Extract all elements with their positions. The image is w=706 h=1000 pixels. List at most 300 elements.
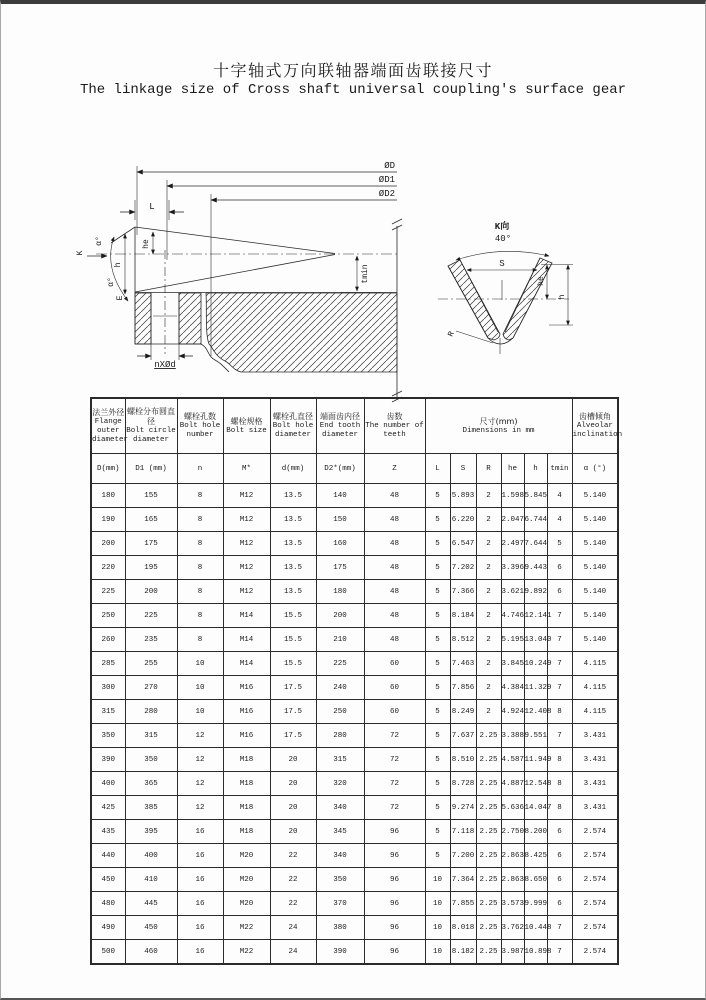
table-cell: 10	[177, 652, 223, 676]
table-cell: 2.863	[501, 868, 524, 892]
table-cell: M20	[223, 892, 270, 916]
table-cell: 6.744	[524, 508, 547, 532]
dim-label-e: E	[116, 295, 125, 301]
flange-section-drawing	[87, 166, 402, 402]
table-cell: 300	[91, 676, 125, 700]
table-cell: 7.463	[450, 652, 476, 676]
table-cell: 225	[316, 652, 364, 676]
table-cell: 10	[425, 892, 450, 916]
table-cell: 5	[425, 676, 450, 700]
table-cell: M14	[223, 604, 270, 628]
table-cell: 7	[547, 724, 572, 748]
table-cell: 2.25	[476, 940, 501, 965]
table-cell: 6	[547, 868, 572, 892]
table-cell: 385	[125, 796, 177, 820]
table-cell: 200	[125, 580, 177, 604]
sym-tmin: tmin	[547, 454, 572, 484]
table-cell: 13.5	[270, 556, 316, 580]
table-cell: 3.431	[572, 772, 618, 796]
table-cell: 195	[125, 556, 177, 580]
table-cell: 8.512	[450, 628, 476, 652]
table-cell: 20	[270, 772, 316, 796]
table-cell: 2.25	[476, 748, 501, 772]
table-cell: 350	[316, 868, 364, 892]
table-cell: M12	[223, 532, 270, 556]
table-cell: 6.220	[450, 508, 476, 532]
table-cell: 2.25	[476, 724, 501, 748]
table-cell: 160	[316, 532, 364, 556]
table-cell: 180	[316, 580, 364, 604]
table-cell: 72	[364, 724, 425, 748]
view-k-direction-label: K向	[494, 222, 510, 232]
table-cell: 255	[125, 652, 177, 676]
table-cell: 445	[125, 892, 177, 916]
spec-table-wrapper	[90, 397, 623, 965]
table-cell: 3.621	[501, 580, 524, 604]
table-cell: 5.140	[572, 580, 618, 604]
table-cell: 2	[476, 700, 501, 724]
table-cell: 1.598	[501, 484, 524, 508]
table-cell: 96	[364, 868, 425, 892]
table-cell: 260	[91, 628, 125, 652]
table-row	[91, 892, 618, 916]
table-cell: 5	[425, 724, 450, 748]
table-cell: 380	[316, 916, 364, 940]
table-cell: 8	[177, 628, 223, 652]
table-cell: 22	[270, 844, 316, 868]
table-row	[91, 484, 618, 508]
table-cell: 2.574	[572, 820, 618, 844]
table-cell: 13.5	[270, 532, 316, 556]
table-cell: 16	[177, 820, 223, 844]
table-cell: 2.750	[501, 820, 524, 844]
table-cell: 2.497	[501, 532, 524, 556]
table-cell: 12.548	[524, 772, 547, 796]
table-cell: M20	[223, 868, 270, 892]
table-cell: 395	[125, 820, 177, 844]
table-cell: 2	[476, 628, 501, 652]
sym-he: he	[501, 454, 524, 484]
table-cell: 285	[91, 652, 125, 676]
dim-label-he: he	[142, 239, 151, 249]
page-title-english: The linkage size of Cross shaft universal coupling's surface gear	[79, 82, 627, 98]
table-cell: 12.141	[524, 604, 547, 628]
col-header-alveolar-inclination: 齿槽倾角 Alveolar inclination	[572, 398, 618, 454]
table-cell: 4.115	[572, 700, 618, 724]
table-cell: 13.040	[524, 628, 547, 652]
table-row	[91, 820, 618, 844]
table-cell: 5.140	[572, 532, 618, 556]
table-cell: 2	[476, 580, 501, 604]
dim-label-s: S	[499, 259, 505, 269]
table-cell: 7.202	[450, 556, 476, 580]
table-cell: 9.892	[524, 580, 547, 604]
table-cell: 8.200	[524, 820, 547, 844]
table-cell: 220	[91, 556, 125, 580]
table-row	[91, 508, 618, 532]
table-cell: 225	[125, 604, 177, 628]
table-cell: 12	[177, 772, 223, 796]
tooth-profile-drawing	[438, 251, 573, 354]
table-cell: 400	[125, 844, 177, 868]
table-cell: 7	[547, 916, 572, 940]
col-header-bolt-hole-number: 螺栓孔数 Bolt hole number	[177, 398, 223, 454]
table-cell: 8	[177, 532, 223, 556]
table-cell: 2.574	[572, 892, 618, 916]
table-cell: 460	[125, 940, 177, 965]
table-cell: 2.574	[572, 844, 618, 868]
table-cell: 7.364	[450, 868, 476, 892]
table-cell: 2.25	[476, 868, 501, 892]
table-row	[91, 868, 618, 892]
dim-label-bolt-holes: nXØd	[154, 360, 176, 370]
table-cell: 6.547	[450, 532, 476, 556]
table-cell: 6	[547, 580, 572, 604]
col-header-bolt-circle: 螺栓分布圆直径 Bolt circle diameter	[125, 398, 177, 454]
table-row	[91, 556, 618, 580]
table-cell: 14.047	[524, 796, 547, 820]
table-cell: 7.856	[450, 676, 476, 700]
col-header-dimensions: 尺寸(mm) Dimensions in mm	[425, 398, 572, 454]
sym-d: D(mm)	[91, 454, 125, 484]
table-cell: 2.574	[572, 868, 618, 892]
table-cell: 5.140	[572, 508, 618, 532]
table-cell: 16	[177, 940, 223, 965]
sym-h: h	[524, 454, 547, 484]
table-cell: M22	[223, 940, 270, 965]
table-cell: 11.329	[524, 676, 547, 700]
table-cell: 8.184	[450, 604, 476, 628]
dim-label-h2: h	[558, 294, 567, 300]
table-cell: 7.637	[450, 724, 476, 748]
table-cell: 435	[91, 820, 125, 844]
dim-label-od1: ØD1	[378, 175, 395, 185]
table-cell: 15.5	[270, 652, 316, 676]
table-cell: 9.999	[524, 892, 547, 916]
table-cell: 2	[476, 484, 501, 508]
table-cell: 6	[547, 820, 572, 844]
table-cell: 12	[177, 796, 223, 820]
table-cell: 7	[547, 652, 572, 676]
table-cell: 5.140	[572, 628, 618, 652]
table-cell: 16	[177, 868, 223, 892]
table-cell: 4.587	[501, 748, 524, 772]
table-cell: 7	[547, 940, 572, 965]
table-cell: 8	[177, 484, 223, 508]
table-cell: 5	[425, 700, 450, 724]
table-cell: 2.25	[476, 820, 501, 844]
table-row	[91, 652, 618, 676]
table-cell: 8	[547, 772, 572, 796]
table-cell: 5.140	[572, 604, 618, 628]
page-title-chinese: 十字轴式万向联轴器端面齿联接尺寸	[212, 61, 493, 80]
table-cell: 10.898	[524, 940, 547, 965]
table-cell: 96	[364, 940, 425, 965]
table-cell: 6	[547, 844, 572, 868]
table-cell: 370	[316, 892, 364, 916]
table-cell: 15.5	[270, 628, 316, 652]
spec-table-body	[91, 484, 618, 965]
table-row	[91, 916, 618, 940]
table-cell: M12	[223, 508, 270, 532]
table-cell: 8	[177, 556, 223, 580]
table-cell: 20	[270, 796, 316, 820]
table-cell: M18	[223, 796, 270, 820]
table-cell: 340	[316, 844, 364, 868]
table-cell: 5.893	[450, 484, 476, 508]
table-cell: 8	[547, 796, 572, 820]
table-cell: 340	[316, 796, 364, 820]
table-cell: 10	[425, 868, 450, 892]
table-row	[91, 676, 618, 700]
table-cell: 96	[364, 844, 425, 868]
table-cell: 5.636	[501, 796, 524, 820]
table-cell: 8	[547, 700, 572, 724]
table-row	[91, 700, 618, 724]
table-cell: 6	[547, 556, 572, 580]
table-cell: 2.25	[476, 892, 501, 916]
table-cell: 13.5	[270, 484, 316, 508]
table-cell: 48	[364, 580, 425, 604]
table-cell: 4.115	[572, 676, 618, 700]
table-cell: 3.431	[572, 724, 618, 748]
table-cell: 7.118	[450, 820, 476, 844]
table-cell: 180	[91, 484, 125, 508]
table-cell: 320	[316, 772, 364, 796]
table-cell: 250	[316, 700, 364, 724]
sym-d1: D1 (mm)	[125, 454, 177, 484]
table-cell: 175	[316, 556, 364, 580]
table-cell: 150	[316, 508, 364, 532]
table-cell: 9.443	[524, 556, 547, 580]
table-cell: 8	[177, 580, 223, 604]
table-cell: 5.140	[572, 484, 618, 508]
table-cell: 190	[91, 508, 125, 532]
symbol-header-row	[91, 454, 618, 484]
table-cell: 3.396	[501, 556, 524, 580]
table-cell: M16	[223, 724, 270, 748]
table-cell: 2.047	[501, 508, 524, 532]
table-cell: 2	[476, 508, 501, 532]
table-cell: M20	[223, 844, 270, 868]
table-cell: 5	[425, 652, 450, 676]
table-cell: 72	[364, 748, 425, 772]
table-cell: 8.249	[450, 700, 476, 724]
table-cell: 5	[425, 580, 450, 604]
table-cell: M18	[223, 772, 270, 796]
sym-s: S	[450, 454, 476, 484]
table-cell: 390	[316, 940, 364, 965]
table-cell: 16	[177, 916, 223, 940]
table-cell: 2	[476, 556, 501, 580]
table-cell: 200	[316, 604, 364, 628]
table-cell: 5	[425, 628, 450, 652]
table-cell: 240	[316, 676, 364, 700]
table-cell: 345	[316, 820, 364, 844]
table-cell: M18	[223, 748, 270, 772]
table-cell: 9.274	[450, 796, 476, 820]
table-row	[91, 604, 618, 628]
radius-r-label: R	[446, 330, 457, 339]
table-cell: 5.195	[501, 628, 524, 652]
table-cell: 17.5	[270, 700, 316, 724]
table-cell: 5	[547, 532, 572, 556]
sym-alpha: α (°)	[572, 454, 618, 484]
table-cell: 2	[476, 652, 501, 676]
table-cell: 10	[177, 676, 223, 700]
table-cell: 5	[425, 844, 450, 868]
table-cell: 96	[364, 916, 425, 940]
table-cell: 3.573	[501, 892, 524, 916]
table-cell: 5	[425, 820, 450, 844]
table-cell: 280	[125, 700, 177, 724]
table-cell: 48	[364, 532, 425, 556]
table-cell: 48	[364, 556, 425, 580]
table-cell: 10	[177, 700, 223, 724]
spec-table	[90, 397, 623, 965]
table-cell: 2.25	[476, 916, 501, 940]
table-cell: 410	[125, 868, 177, 892]
table-row	[91, 724, 618, 748]
table-cell: 7	[547, 628, 572, 652]
table-cell: 3.987	[501, 940, 524, 965]
table-cell: 2.25	[476, 796, 501, 820]
table-cell: 2.25	[476, 844, 501, 868]
table-cell: 7.366	[450, 580, 476, 604]
table-cell: 5	[425, 772, 450, 796]
table-cell: 3.431	[572, 796, 618, 820]
table-cell: 140	[316, 484, 364, 508]
table-cell: 4.115	[572, 652, 618, 676]
table-cell: 200	[91, 532, 125, 556]
sym-z: Z	[364, 454, 425, 484]
table-cell: 2.574	[572, 916, 618, 940]
table-cell: 2.25	[476, 772, 501, 796]
table-cell: 60	[364, 676, 425, 700]
table-cell: 315	[316, 748, 364, 772]
table-cell: 60	[364, 700, 425, 724]
table-cell: 4.746	[501, 604, 524, 628]
col-header-bolt-size: 螺栓规格 Bolt size	[223, 398, 270, 454]
table-cell: 8.510	[450, 748, 476, 772]
table-cell: 3.388	[501, 724, 524, 748]
table-row	[91, 844, 618, 868]
table-cell: 490	[91, 916, 125, 940]
table-cell: 10.249	[524, 652, 547, 676]
table-cell: 315	[125, 724, 177, 748]
table-cell: 210	[316, 628, 364, 652]
table-cell: 4.887	[501, 772, 524, 796]
table-cell: 5	[425, 796, 450, 820]
table-cell: 8	[547, 748, 572, 772]
table-cell: 48	[364, 484, 425, 508]
table-cell: 72	[364, 796, 425, 820]
table-cell: 450	[125, 916, 177, 940]
table-cell: M12	[223, 580, 270, 604]
table-cell: 155	[125, 484, 177, 508]
table-cell: 7.855	[450, 892, 476, 916]
table-cell: 20	[270, 748, 316, 772]
table-cell: 365	[125, 772, 177, 796]
table-cell: 5.140	[572, 556, 618, 580]
table-cell: 5	[425, 508, 450, 532]
table-cell: 20	[270, 820, 316, 844]
table-cell: 13.5	[270, 508, 316, 532]
table-cell: 8.425	[524, 844, 547, 868]
table-cell: 5	[425, 532, 450, 556]
dim-label-l: L	[149, 202, 155, 212]
table-cell: 7.644	[524, 532, 547, 556]
table-cell: M18	[223, 820, 270, 844]
table-cell: 17.5	[270, 724, 316, 748]
table-cell: 6	[547, 892, 572, 916]
table-cell: 48	[364, 628, 425, 652]
table-cell: M12	[223, 484, 270, 508]
table-cell: M22	[223, 916, 270, 940]
table-cell: 8.650	[524, 868, 547, 892]
table-cell: 480	[91, 892, 125, 916]
sym-dsmall: d(mm)	[270, 454, 316, 484]
table-cell: 16	[177, 892, 223, 916]
table-cell: 7.200	[450, 844, 476, 868]
table-cell: 24	[270, 940, 316, 965]
table-cell: M14	[223, 652, 270, 676]
table-cell: 48	[364, 604, 425, 628]
table-cell: 3.762	[501, 916, 524, 940]
table-cell: 10	[425, 940, 450, 965]
table-cell: 10.448	[524, 916, 547, 940]
table-cell: 4	[547, 484, 572, 508]
dim-label-od: ØD	[384, 161, 395, 171]
table-cell: 425	[91, 796, 125, 820]
sym-n: n	[177, 454, 223, 484]
table-cell: 450	[91, 868, 125, 892]
table-cell: 5.845	[524, 484, 547, 508]
angle-40-label: 40°	[494, 234, 512, 244]
table-cell: 2.574	[572, 940, 618, 965]
table-cell: 7	[547, 676, 572, 700]
table-cell: 9.551	[524, 724, 547, 748]
table-cell: 315	[91, 700, 125, 724]
table-cell: 4.924	[501, 700, 524, 724]
table-cell: 8.018	[450, 916, 476, 940]
col-header-teeth-number: 齿数 The number of teeth	[364, 398, 425, 454]
table-cell: 8.728	[450, 772, 476, 796]
table-cell: 8	[177, 508, 223, 532]
sym-r: R	[476, 454, 501, 484]
table-cell: 60	[364, 652, 425, 676]
table-cell: 350	[91, 724, 125, 748]
table-cell: 12	[177, 724, 223, 748]
table-cell: M16	[223, 700, 270, 724]
table-cell: 5	[425, 484, 450, 508]
table-cell: 235	[125, 628, 177, 652]
dim-label-alpha-bottom: α°	[107, 277, 116, 287]
table-cell: 165	[125, 508, 177, 532]
dim-label-alpha-top: α°	[95, 236, 104, 246]
table-cell: 350	[125, 748, 177, 772]
table-cell: 13.5	[270, 580, 316, 604]
table-row	[91, 940, 618, 965]
table-cell: 250	[91, 604, 125, 628]
table-cell: 16	[177, 844, 223, 868]
table-cell: 3.845	[501, 652, 524, 676]
table-row	[91, 796, 618, 820]
table-cell: 390	[91, 748, 125, 772]
dim-label-tmin: tmin	[361, 264, 370, 284]
dim-label-od2: ØD2	[378, 189, 395, 199]
table-cell: 5	[425, 748, 450, 772]
